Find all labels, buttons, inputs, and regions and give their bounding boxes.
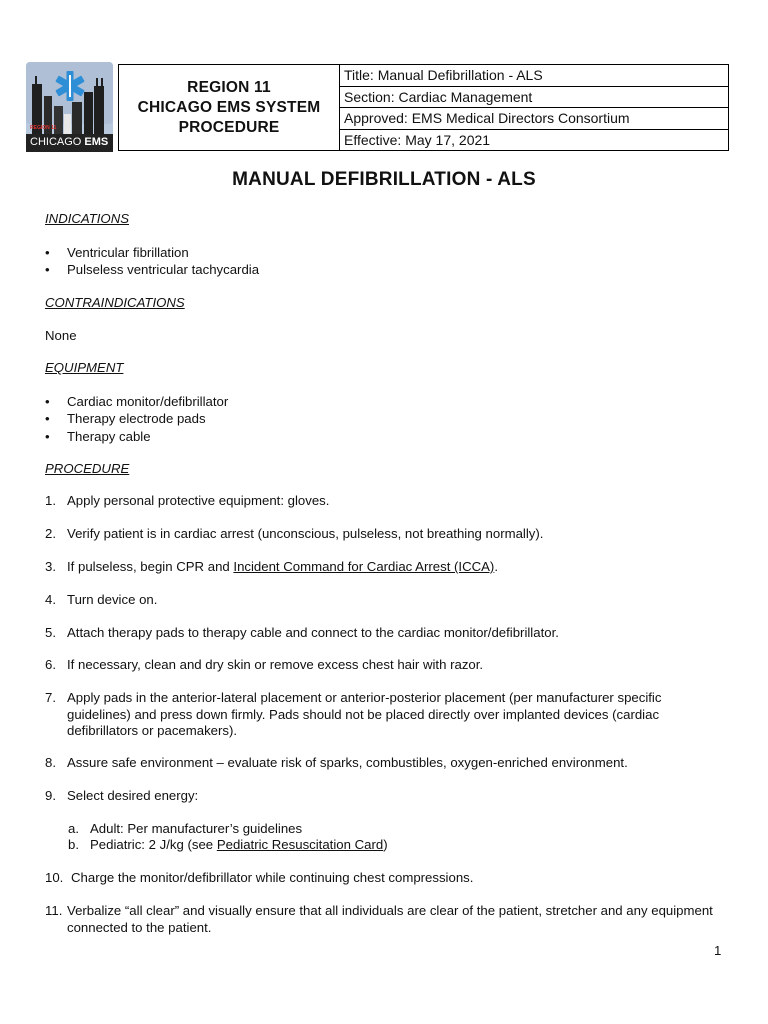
sub-text-post: ): [383, 837, 388, 852]
org-line-procedure: PROCEDURE: [178, 118, 280, 136]
pediatric-card-link[interactable]: Pediatric Resuscitation Card: [216, 837, 384, 852]
logo-caption: [30, 136, 108, 148]
procedure-heading: PROCEDURE: [45, 461, 130, 476]
step-text: Verify patient is in cardiac arrest (unconscious, pulseless, not breathing normally).: [67, 526, 544, 541]
procedure-header-table: [118, 64, 729, 151]
equipment-text: Therapy cable: [67, 429, 151, 444]
chicago-ems-logo: [26, 62, 113, 152]
logo-caption-city: CHICAGO: [30, 136, 82, 148]
meta-approved: Approved: EMS Medical Directors Consortium: [340, 108, 729, 130]
equipment-heading: EQUIPMENT: [45, 360, 124, 375]
contraindications-text: None: [45, 328, 77, 343]
page-number: 1: [714, 943, 722, 958]
step-number: 10.: [45, 870, 64, 885]
step-text: Apply personal protective equipment: gloves.: [67, 493, 330, 508]
meta-section: Section: Cardiac Management: [340, 86, 729, 108]
bullet-icon: •: [45, 262, 50, 277]
step-number: 5.: [45, 625, 56, 640]
step-text: If necessary, clean and dry skin or remove excess chest hair with razor.: [67, 657, 484, 672]
equipment-text: Cardiac monitor/defibrillator: [67, 394, 229, 409]
sub-label: a.: [68, 821, 79, 836]
step-text: Charge the monitor/defibrillator while continuing chest compressions.: [71, 870, 474, 885]
step-number: 3.: [45, 559, 56, 574]
step-number: 8.: [45, 755, 56, 770]
step-text: [67, 559, 717, 576]
bullet-icon: •: [45, 429, 50, 444]
step-text: Verbalize “all clear” and visually ensure that all individuals are clear of the patient, stretcher and any equipment connected to the patient.: [67, 903, 713, 935]
step-number: 9.: [45, 788, 56, 803]
icca-link[interactable]: Incident Command for Cardiac Arrest (ICCA): [233, 559, 495, 574]
step-number: 2.: [45, 526, 56, 541]
step-text: Turn device on.: [67, 592, 158, 607]
step-number: 1.: [45, 493, 56, 508]
org-name-cell: [119, 65, 340, 151]
bullet-icon: •: [45, 245, 50, 260]
meta-title: Title: Manual Defibrillation - ALS: [340, 65, 729, 87]
document-title: MANUAL DEFIBRILLATION - ALS: [232, 169, 536, 190]
org-line-region: REGION 11: [187, 78, 271, 96]
step-text-pre: If pulseless, begin CPR and: [67, 559, 234, 574]
step-text: Apply pads in the anterior-lateral placement or anterior-posterior placement (per manufacturer specific guidelines) and press down firmly. Pads should not be placed directly over implanted devices (cardiac defibrillators or pacemakers).: [67, 690, 662, 738]
step-text: Select desired energy:: [67, 788, 199, 803]
step-number: 11.: [45, 903, 63, 918]
step-text: Assure safe environment – evaluate risk of sparks, combustibles, oxygen-enriched environment.: [67, 755, 628, 770]
sub-text-pre: Pediatric: 2 J/kg (see: [90, 837, 217, 852]
logo-caption-ems: EMS: [84, 136, 109, 148]
indications-heading: INDICATIONS: [45, 211, 130, 226]
sub-text: Adult: Per manufacturer’s guidelines: [90, 821, 303, 836]
bullet-icon: •: [45, 411, 50, 426]
step-text: Attach therapy pads to therapy cable and connect to the cardiac monitor/defibrillator.: [67, 625, 559, 640]
step-number: 6.: [45, 657, 56, 672]
indication-text: Pulseless ventricular tachycardia: [67, 262, 260, 277]
indication-text: Ventricular fibrillation: [67, 245, 189, 260]
step-text-post: .: [494, 559, 498, 574]
sub-text: [90, 837, 388, 852]
step-number: 7.: [45, 690, 56, 705]
step-number: 4.: [45, 592, 56, 607]
meta-effective: Effective: May 17, 2021: [340, 129, 729, 151]
contraindications-heading: CONTRAINDICATIONS: [45, 295, 185, 310]
equipment-text: Therapy electrode pads: [67, 411, 206, 426]
bullet-icon: •: [45, 394, 50, 409]
sub-label: b.: [68, 837, 79, 852]
org-line-system: CHICAGO EMS SYSTEM: [137, 98, 321, 116]
logo-region-caption: REGION 11: [30, 125, 57, 131]
